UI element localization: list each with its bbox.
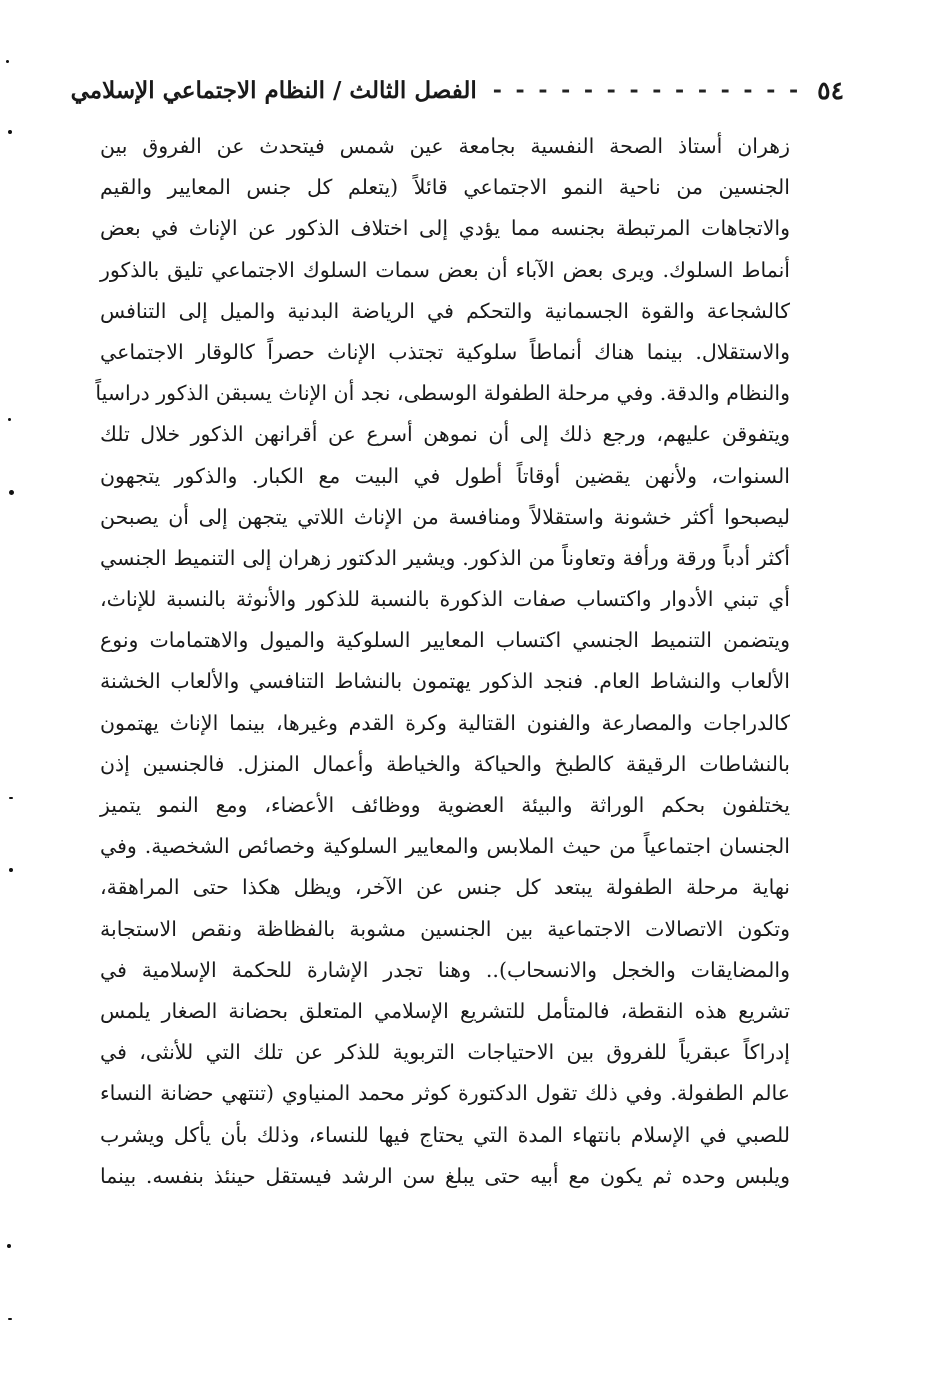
scan-speck: [7, 1244, 11, 1248]
text-line: يختلفون بحكم الوراثة والبيئة العضوية ووظائف الأعضاء، ومع النمو يتميز: [100, 793, 790, 817]
text-line: الجنسين من ناحية النمو الاجتماعي قائلاً (يتعلم كل جنس المعايير والقيم: [100, 175, 790, 200]
text-line: والاستقلال. بينما هناك أنماطاً سلوكية تجتذب الإناث حصراً كالوقار الاجتماعي: [100, 339, 790, 364]
text-line: الألعاب والنشاط العام. فنجد الذكور يهتمون بالنشاط التنافسي والألعاب الخشنة: [100, 669, 790, 694]
text-line: كالشجاعة والقوة الجسمانية والتحكم في الرياضة البدنية والميل إلى التنافس: [100, 298, 790, 323]
text-line: ويلبس وحده ثم يكون مع أبيه حتى يبلغ سن الرشد فيستقل حينئذ بنفسه. بينما: [100, 1163, 790, 1188]
page-number: ٥٤: [817, 75, 844, 105]
text-line: أكثر أدباً ورقة ورأفة وتعاوناً من الذكور. ويشير الدكتور زهران إلى التنميط الجنسي: [100, 545, 790, 570]
text-line: والنظام والدقة. وفي مرحلة الطفولة الوسطى، نجد أن الإناث يسبقن الذكور دراسياً: [95, 381, 790, 406]
scan-speck: [8, 418, 11, 421]
text-line: الجنسان اجتماعياً من حيث الملابس والمعايير السلوكية وخصائص الشخصية. وفي: [100, 834, 790, 859]
text-line: إدراكاً عبقرياً للفروق بين الاحتياجات التربوية للذكر عن تلك التي للأنثى، في: [100, 1040, 790, 1065]
text-line: تشريع هذه النقطة، فالمتأمل للتشريع الإسلامي المتعلق بحضانة الصغار يلمس: [100, 998, 790, 1023]
text-line: عالم الطفولة. وفي ذلك تقول الدكتورة كوثر محمد المنياوي (تنتهي حضانة النساء: [100, 1081, 790, 1106]
text-line: ويتفوقن عليهم، ورجع ذلك إلى أن نموهن أسرع عن أقرانهن الذكور خلال تلك: [100, 422, 790, 447]
scan-speck: [9, 797, 13, 799]
text-line: زهران أستاذ الصحة النفسية بجامعة عين شمس فيتحدث عن الفروق بين: [100, 134, 790, 158]
text-line: كالدراجات والمصارعة والفنون القتالية وكرة القدم وغيرها، بينما الإناث يهتمون: [100, 710, 790, 735]
text-line: والمضايقات والخجل والانسحاب).. وهنا تجدر الإشارة للحكمة الإسلامية في: [100, 957, 790, 982]
scan-speck: [9, 490, 14, 495]
scan-speck: [8, 1318, 12, 1320]
text-line: السنوات، ولأنهن يقضين أوقاتاً أطول في البيت مع الكبار. والذكور يتجهون: [100, 463, 790, 488]
text-line: والاتجاهات المرتبطة بجنسه مما يؤدي إلى اختلاف الذكور عن الإناث في بعض: [100, 216, 790, 241]
text-line: أنماط السلوك. ويرى بعض الآباء أن بعض سمات السلوك الاجتماعي تليق بالذكور: [100, 257, 790, 282]
text-line: وتكون الاتصالات الاجتماعية بين الجنسين مشوبة بالفظاظة ونقص الاستجابة: [100, 916, 790, 941]
text-line: ويتضمن التنميط الجنسي اكتساب المعايير السلوكية والميول والاهتمامات ونوع: [100, 628, 790, 653]
scan-speck: [9, 868, 13, 872]
header-leader-dashes: - - - - - - - - - - - - - -: [492, 77, 802, 103]
text-line: ليصبحوا أكثر خشونة واستقلالاً ومنافسة من الإناث اللاتي يتجهن إلى أن يصبحن: [100, 504, 790, 529]
body-text: [95, 126, 790, 1197]
text-line: بالنشاطات الرقيقة كالطبخ والحياكة والخياطة وأعمال المنزل. فالجنسين إذن: [100, 751, 790, 776]
scan-speck: [6, 60, 9, 63]
chapter-title: الفصل الثالث / النظام الاجتماعي الإسلامي: [70, 76, 477, 104]
text-line: أي تبني الأدوار واكتساب صفات الذكورة بالنسبة للذكور والأنوثة بالنسبة للإناث،: [100, 587, 790, 612]
text-line: نهاية مرحلة الطفولة يبتعد كل جنس عن الآخر، ويظل هكذا حتى المراهقة،: [100, 875, 790, 900]
text-line: للصبي في الإسلام بانتهاء المدة التي يحتاج فيها للنساء، وذلك بأن يأكل ويشرب: [100, 1122, 790, 1147]
running-header: [70, 70, 844, 110]
scan-speck: [8, 130, 12, 134]
